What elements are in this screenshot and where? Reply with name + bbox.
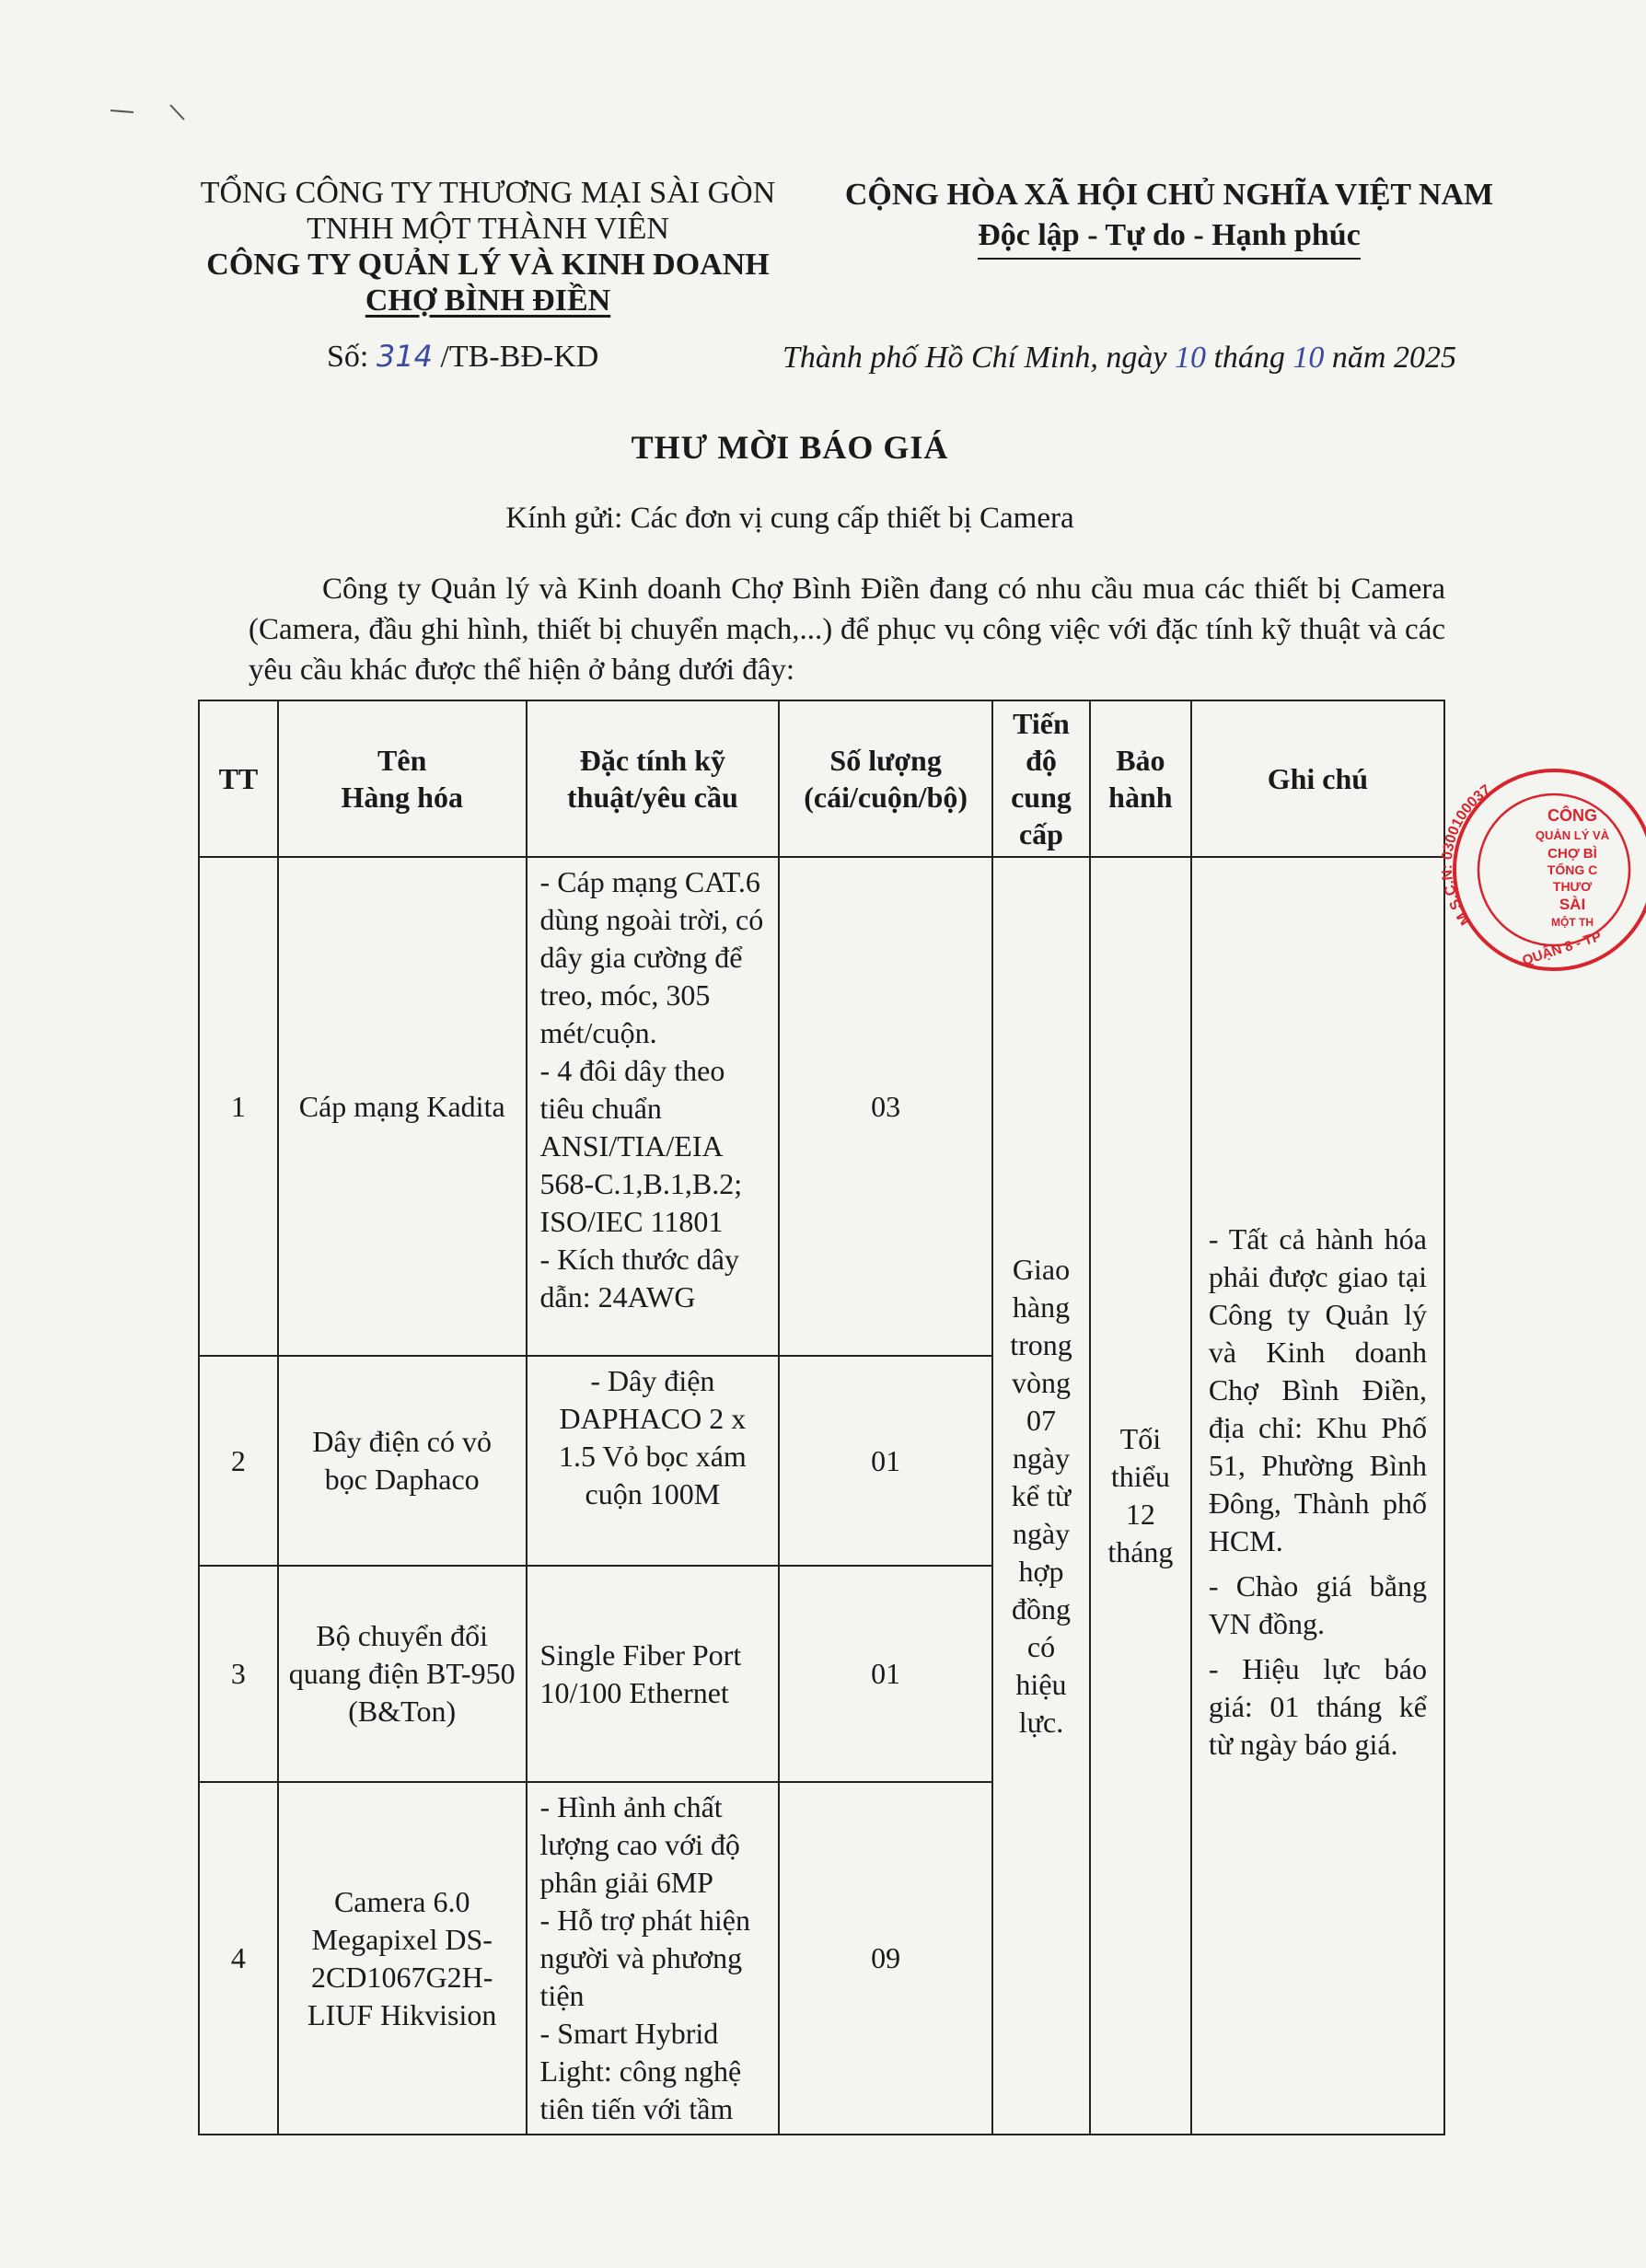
- header-qty: Số lượng (cái/cuộn/bộ): [779, 700, 992, 857]
- document-title: THƯ MỜI BÁO GIÁ: [631, 429, 949, 466]
- row-name: Cáp mạng Kadita: [278, 857, 527, 1356]
- row-tt: 3: [199, 1566, 278, 1782]
- stamp-line: QUẬN 8 - TP: [1520, 928, 1604, 969]
- nation-title: CỘNG HÒA XÃ HỘI CHỦ NGHĨA VIỆT NAM: [844, 178, 1494, 212]
- table-header-row: [199, 700, 1444, 857]
- table-row: [199, 857, 1444, 1356]
- notes-cell: [1191, 857, 1444, 2135]
- row-name: Dây điện có vỏ bọc Daphaco: [278, 1356, 527, 1566]
- row-name: Bộ chuyển đổi quang điện BT-950 (B&Ton): [278, 1566, 527, 1782]
- docno-handwritten: 314: [376, 339, 433, 374]
- row-spec: [527, 1356, 780, 1566]
- document-date: [782, 341, 1456, 376]
- org-line-1: TỔNG CÔNG TY THƯƠNG MẠI SÀI GÒN: [200, 176, 776, 210]
- row-qty: 03: [779, 857, 992, 1356]
- date-part-2: tháng: [1205, 341, 1293, 375]
- greeting-line: Kính gửi: Các đơn vị cung cấp thiết bị Camera: [505, 502, 1074, 535]
- spec-line: - Hỗ trợ phát hiện người và phương tiện: [539, 1904, 750, 2012]
- date-month-handwritten: 10: [1292, 341, 1325, 375]
- header-note: Ghi chú: [1191, 700, 1444, 857]
- docno-prefix: Số:: [327, 340, 377, 374]
- document-number: [327, 339, 598, 375]
- header-progress: Tiến độ cung cấp: [992, 700, 1090, 857]
- stamp-line: QUẢN LÝ VÀ: [1535, 828, 1610, 842]
- scan-speck-mark: [106, 99, 189, 127]
- stamp-line: TỔNG C: [1547, 862, 1598, 877]
- header-spec: Đặc tính kỹ thuật/yêu cầu: [527, 700, 780, 857]
- stamp-line: THƯƠ: [1552, 879, 1593, 894]
- header-name: Tên Hàng hóa: [278, 700, 527, 857]
- date-day-handwritten: 10: [1174, 341, 1206, 375]
- row-name: Camera 6.0 Megapixel DS-2CD1067G2H-LIUF Hikvision: [278, 1782, 527, 2135]
- docno-suffix: /TB-BĐ-KD: [432, 340, 599, 374]
- row-tt: 1: [199, 857, 278, 1356]
- organization-header: [180, 175, 796, 318]
- stamp-ring-text: M.S.C.N: 0300100037: [1439, 781, 1494, 928]
- row-tt: 4: [199, 1782, 278, 2135]
- row-qty: 01: [779, 1566, 992, 1782]
- row-tt: 2: [199, 1356, 278, 1566]
- note-line: - Tất cả hành hóa phải được giao tại Công ty Quản lý và Kinh doanh Chợ Bình Điền, địa chỉ: Khu Phố 51, Phường Bình Đông, Thành phố HCM.: [1208, 1222, 1427, 1557]
- row-spec: [527, 1566, 780, 1782]
- date-part-3: năm 2025: [1324, 341, 1456, 375]
- row-spec: [527, 1782, 780, 2135]
- date-part-1: Thành phố Hồ Chí Minh, ngày: [782, 341, 1175, 375]
- spec-line: - Cáp mạng CAT.6 dùng ngoài trời, có dây gia cường để treo, móc, 305 mét/cuộn.: [539, 865, 764, 1049]
- row-qty: 09: [779, 1782, 992, 2135]
- items-table: [198, 700, 1445, 2135]
- stamp-line: MỘT TH: [1551, 916, 1594, 929]
- spec-line: - 4 đôi dây theo tiêu chuẩn ANSI/TIA/EIA 568-C.1,B.1,B.2; ISO/IEC 11801: [539, 1054, 743, 1238]
- stamp-line: CÔNG: [1547, 806, 1597, 825]
- row-qty: 01: [779, 1356, 992, 1566]
- nation-motto: Độc lập - Tự do - Hạnh phúc: [978, 215, 1361, 260]
- company-stamp-seal: [1434, 764, 1646, 976]
- spec-line: - Kích thước dây dẫn: 24AWG: [539, 1243, 739, 1313]
- spec-line: Single Fiber Port 10/100 Ethernet: [539, 1637, 742, 1709]
- stamp-line: SÀI: [1559, 896, 1586, 913]
- header-warranty: Bảo hành: [1090, 700, 1191, 857]
- stamp-line: CHỢ BÌ: [1547, 846, 1597, 862]
- note-line: - Hiệu lực báo giá: 01 tháng kể từ ngày báo giá.: [1208, 1652, 1427, 1761]
- progress-cell: Giao hàng trong vòng 07 ngày kể từ ngày hợp đồng có hiệu lực.: [992, 857, 1090, 2135]
- spec-line: - Hình ảnh chất lượng cao với độ phân giải 6MP: [539, 1790, 740, 1899]
- spec-line: - Smart Hybrid Light: công nghệ tiên tiến với tầm: [539, 2017, 742, 2125]
- org-line-2: TNHH MỘT THÀNH VIÊN: [307, 212, 669, 246]
- intro-paragraph: Công ty Quản lý và Kinh doanh Chợ Bình Điền đang có nhu cầu mua các thiết bị Camera (Camera, đầu ghi hình, thiết bị chuyển mạch,...) để phục vụ công việc với đặc tính kỹ thuật và các yêu cầu khác được thể hiện ở bảng dưới đây:: [249, 573, 1445, 687]
- org-line-4: CHỢ BÌNH ĐIỀN: [365, 284, 611, 318]
- header-tt: TT: [199, 700, 278, 857]
- nation-header: [810, 175, 1528, 260]
- spec-line: - Dây điện DAPHACO 2 x 1.5 Vỏ bọc xám cuộn 100M: [558, 1364, 747, 1510]
- org-line-3: CÔNG TY QUẢN LÝ VÀ KINH DOANH: [206, 248, 770, 282]
- note-line: - Chào giá bằng VN đồng.: [1208, 1569, 1427, 1640]
- warranty-cell: Tối thiểu 12 tháng: [1090, 857, 1191, 2135]
- row-spec: [527, 857, 780, 1356]
